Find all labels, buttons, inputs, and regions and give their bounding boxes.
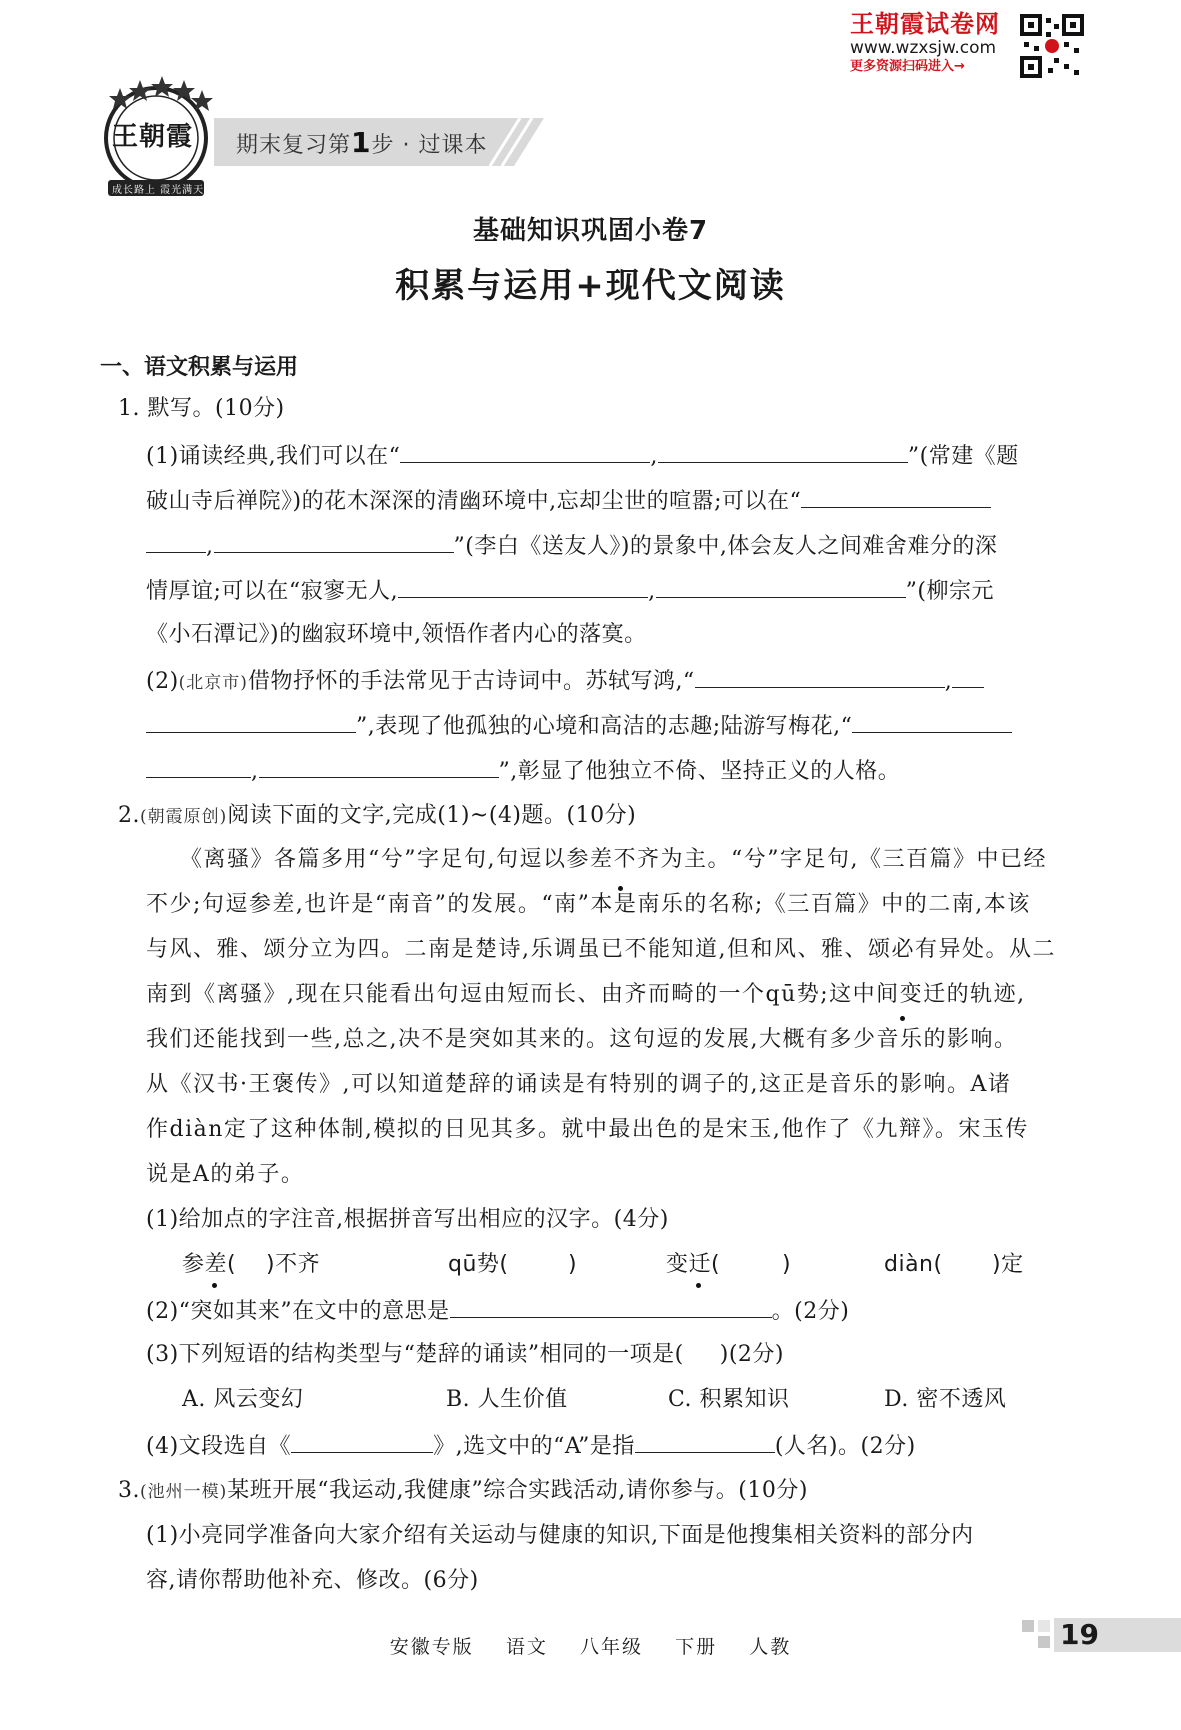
text: ”,彰显了他独立不倚、坚持正义的人格。 [498,759,901,784]
passage-line: 不少;句逗参差,也许是“南音”的发展。“南”本是南乐的名称;《三百篇》中的二南,本该 [146,892,1031,917]
q1-line-5: 《小石潭记》)的幽寂环境中,领悟作者内心的落寞。 [146,622,647,647]
q1-line-6 [146,665,984,698]
qr-code-icon[interactable] [1020,14,1084,78]
source-tag: (朝霞原创) [140,807,228,827]
q3-heading [118,1476,808,1507]
text: , [650,444,658,469]
answer-blank[interactable] [695,665,945,688]
item-label: ) [782,1252,792,1277]
emphasis-dot [900,1016,905,1021]
answer-blank[interactable] [658,440,908,463]
emphasis-dot [212,1283,217,1288]
answer-blank[interactable] [635,1430,775,1453]
emphasis-dot [696,1283,701,1288]
answer-blank[interactable] [398,575,648,598]
brand-more-text: 更多资源扫码进入→ [850,59,965,74]
banner-prefix: 期末复习第 [236,133,352,158]
emphasis-dot [618,886,623,891]
option-b[interactable]: B. 人生价值 [446,1387,568,1412]
answer-blank[interactable] [259,755,499,778]
logo-slogan: 成长路上 霞光满天 [112,185,205,196]
q2-sub1-heading: (1)给加点的字注音,根据拼音写出相应的汉字。(4分) [146,1207,669,1232]
answer-blank[interactable] [400,440,650,463]
item-label: diàn( [884,1252,943,1277]
answer-blank[interactable] [214,530,454,553]
text: )(2分) [719,1342,784,1367]
footer-subject: 语文 [505,1636,548,1658]
text: 破山寺后禅院》)的花木深深的清幽环境中,忘却尘世的喧嚣;可以在“ [146,489,802,514]
option-a[interactable]: A. 风云变幻 [182,1387,304,1412]
step-banner-text [236,126,487,159]
brand-name: 王朝霞试卷网 [850,10,1000,38]
answer-blank[interactable] [146,530,206,553]
footer-publisher: 人教 [749,1636,792,1658]
answer-blank[interactable] [291,1430,433,1453]
passage-line: 从《汉书·王褒传》,可以知道楚辞的诵读是有特别的调子的,这正是音乐的影响。A诸 [146,1072,1012,1097]
banner-step: 1 [351,126,372,159]
q2-sub4 [146,1430,916,1462]
text: (4)文段选自《 [146,1434,292,1459]
text: ”(李白《送友人》)的景象中,体会友人之间难舍难分的深 [453,534,998,559]
text: , [648,579,656,604]
item-label: ) [568,1252,578,1277]
answer-blank[interactable] [146,710,356,733]
text: 某班开展“我运动,我健康”综合实践活动,请你参与。(10分) [227,1478,808,1503]
text: , [251,759,259,784]
footer-volume: 下册 [675,1636,718,1658]
text: (2)“突如其来”在文中的意思是 [146,1299,450,1324]
footer-grade: 八年级 [579,1636,643,1658]
q2-sub2 [146,1295,849,1327]
q3-line-2: 容,请你帮助他补充、修改。(6分) [146,1568,479,1593]
text: (1)诵读经典,我们可以在“ [146,444,401,469]
text: ”,表现了他孤独的心境和高洁的志趣;陆游写梅花,“ [356,714,853,739]
q1-line-7 [146,710,1012,742]
item-label: )不齐 [266,1252,321,1277]
item-label: qū势( [448,1252,509,1277]
q2-sub3 [146,1340,784,1370]
text: ”(常建《题 [907,444,1019,469]
text: ”(柳宗元 [905,579,994,604]
answer-blank[interactable] [801,485,991,508]
q3-line-1: (1)小亮同学准备向大家介绍有关运动与健康的知识,下面是他搜集相关资料的部分内 [146,1523,974,1548]
source-tag: (池州一模) [140,1482,228,1502]
footer-edition: 安徽专版 [389,1636,474,1658]
item-label: )定 [992,1252,1024,1277]
q1-line-4 [146,575,994,607]
passage-line: 我们还能找到一些,总之,决不是突如其来的。这句逗的发展,大概有多少音乐的影响。 [146,1027,1018,1052]
passage-line: 《离骚》各篇多用“兮”字足句,句逗以参差不齐为主。“兮”字足句,《三百篇》中已经 [180,847,1047,872]
passage-line: 与风、雅、颂分立为四。二南是楚诗,乐调虽已不能知道,但和风、雅、颂必有异处。从二 [146,937,1056,962]
passage-line: 说是A的弟子。 [146,1162,305,1187]
footer-info [0,1632,1181,1659]
text: 》,选文中的“A”是指 [433,1434,635,1459]
page-corner-blocks [1020,1618,1054,1652]
answer-blank[interactable] [952,665,984,688]
banner-suffix: 步 · 过课本 [371,133,488,158]
question-number: 2. [118,803,140,828]
page-title: 积累与运用+现代文阅读 [395,266,786,306]
page-number: 19 [1060,1618,1099,1651]
q1-line-1 [146,440,1019,472]
passage-line: 作diàn定了这种体制,模拟的日见其多。就中最出色的是宋玉,他作了《九辩》。宋玉传 [146,1117,1029,1142]
logo-name: 王朝霞 [112,122,194,152]
brand-url[interactable]: www.wzxsjw.com [850,38,997,58]
text: , [206,534,214,559]
section-heading: 一、语文积累与运用 [100,355,299,380]
answer-blank[interactable] [450,1295,772,1318]
text: (人名)。(2分) [774,1434,916,1459]
text: 阅读下面的文字,完成(1)~(4)题。(10分) [227,803,637,828]
text: 借物抒怀的手法常见于古诗词中。苏轼写鸿,“ [247,669,695,694]
text: , [944,669,953,694]
item-label: 参差( [182,1252,237,1277]
text: 。(2分) [771,1299,850,1324]
item-label: 变迁( [666,1252,721,1277]
q1-line-3 [146,530,997,562]
option-d[interactable]: D. 密不透风 [884,1387,1007,1412]
q2-heading [118,801,636,832]
subtitle: 基础知识巩固小卷7 [472,216,709,246]
answer-blank[interactable] [146,755,251,778]
q1-line-2 [146,485,991,517]
text: (3)下列短语的结构类型与“楚辞的诵读”相同的一项是( [146,1342,684,1367]
text: (2) [146,669,179,694]
option-c[interactable]: C. 积累知识 [668,1387,790,1412]
answer-blank[interactable] [656,575,906,598]
source-tag: (北京市) [178,673,248,693]
question-number: 3. [118,1478,140,1503]
answer-blank[interactable] [852,710,1012,733]
passage-line: 南到《离骚》,现在只能看出句逗由短而长、由齐而畸的一个qū势;这中间变迁的轨迹, [146,982,1026,1007]
text: 情厚谊;可以在“寂寥无人, [146,579,399,604]
q1-heading: 1. 默写。(10分) [118,396,285,421]
q1-line-8 [146,755,900,787]
